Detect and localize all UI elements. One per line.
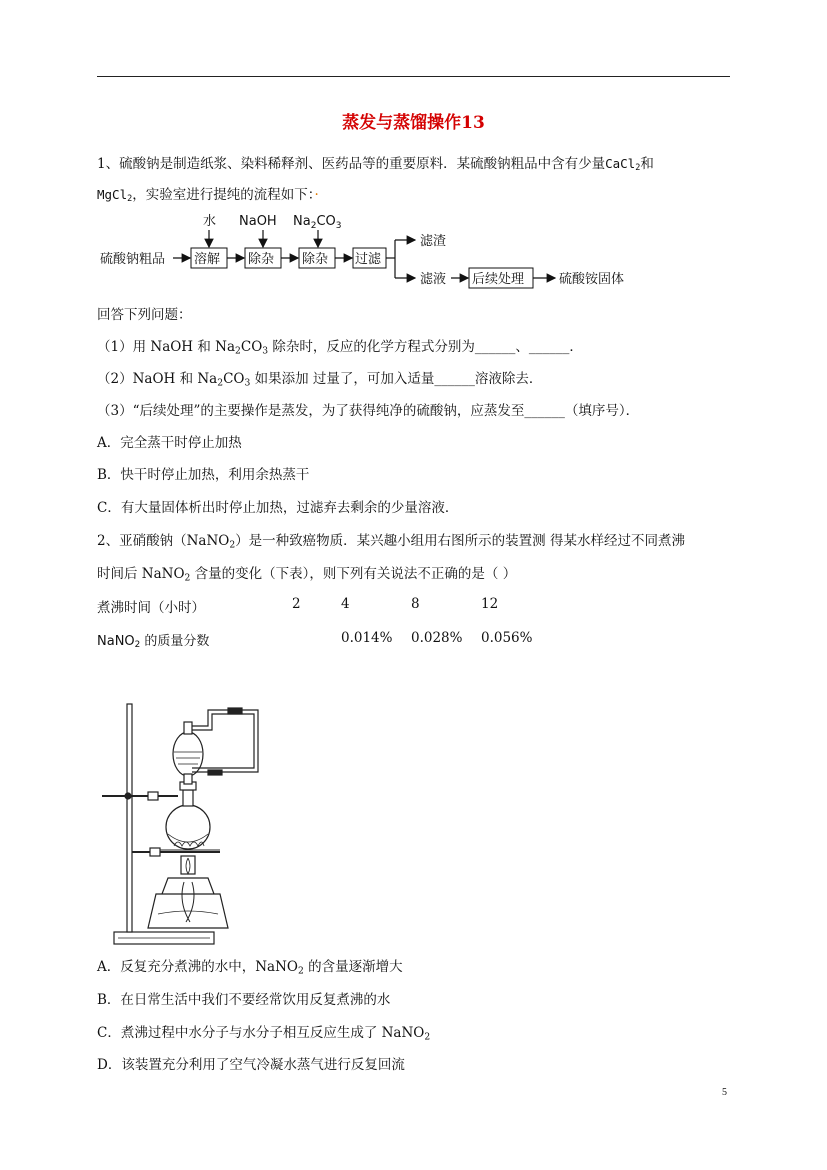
flow-end-label: 硫酸铵固体 [559, 272, 625, 287]
q1-option-b: B．快干时停止加热，利用余热蒸干 [97, 467, 310, 483]
q2-option-d: D．该装置充分利用了空气冷凝水蒸气进行反复回流 [97, 1057, 405, 1073]
reflux-apparatus-illustration [98, 682, 270, 950]
table-value-cell: 0.056% [481, 630, 533, 646]
q2-option-b: B．在日常生活中我们不要经常饮用反复煮沸的水 [97, 992, 391, 1008]
q1-sub1: （1）用 NaOH 和 $Na_2CO_3$ 除杂时，反应的化学方程式分别为______、______． [97, 339, 583, 357]
table-value-cell: 0.014% [341, 630, 393, 646]
page-number: 5 [722, 1087, 727, 1098]
flow-add-na2co3: $Na_2CO_3$ [293, 214, 342, 231]
q1-line2: MgCl$_2$，实验室进行提纯的流程如下：· [97, 187, 319, 205]
table-time-cell: 4 [341, 596, 350, 612]
flow-step3-label: 除杂 [302, 252, 329, 267]
flow-step1-label: 溶解 [194, 252, 221, 267]
flow-add-water: 水 [203, 214, 217, 229]
purification-flowchart [97, 208, 657, 300]
q2-option-c: C．煮沸过程中水分子与水分子相互反应生成了 NaNO$_2$ [97, 1025, 431, 1043]
mgcl2-formula: MgCl$_2$ [97, 187, 133, 205]
header-rule [97, 76, 730, 77]
table-value-cell: 0.028% [411, 630, 463, 646]
q2-option-a: A．反复充分煮沸的水中，NaNO$_2$ 的含量逐渐增大 [97, 959, 403, 977]
table-time-cell: 2 [292, 596, 301, 612]
q1-sub3: （3）“后续处理”的主要操作是蒸发，为了获得纯净的硫酸钠，应蒸发至______（填序号）． [97, 403, 640, 419]
flow-start-label: 硫酸钠粗品 [100, 252, 166, 267]
page-title: 蒸发与蒸馏操作13 [342, 113, 485, 133]
q2-line2: 时间后 NaNO$_2$ 含量的变化（下表），则下列有关说法不正确的是（ ） [97, 566, 517, 584]
flow-step2-label: 除杂 [248, 252, 275, 267]
flow-residue-label: 滤渣 [420, 234, 447, 249]
q1-line1: 1、硫酸钠是制造纸浆、染料稀释剂、医药品等的重要原料．某硫酸钠粗品中含有少量CaCl$_2$和 [97, 156, 654, 174]
table-time-cell: 12 [481, 596, 499, 612]
q2-line1: 2、亚硝酸钠（NaNO$_2$）是一种致癌物质．某兴趣小组用右图所示的装置测 得某水样经过不同煮沸 [97, 533, 685, 551]
table-row1-label: 煮沸时间（小时） [97, 600, 205, 616]
cacl2-formula: CaCl$_2$ [605, 156, 641, 174]
q1-option-a: A．完全蒸干时停止加热 [97, 435, 242, 451]
table-time-cell: 8 [411, 596, 420, 612]
q1-sub2: （2）NaOH 和 $Na_2CO_3$ 如果添加 过量了，可加入适量______溶液除去． [97, 371, 543, 389]
flow-add-naoh: NaOH [239, 214, 277, 229]
q1-prompt: 回答下列问题： [97, 307, 192, 323]
flow-filtrate-label: 滤液 [420, 272, 447, 287]
q1-option-c: C．有大量固体析出时停止加热，过滤弃去剩余的少量溶液． [97, 500, 459, 516]
flow-step4-label: 过滤 [355, 252, 382, 267]
flow-step5-label: 后续处理 [472, 272, 525, 287]
table-row2-label: NaNO$_2$ 的质量分数 [97, 634, 210, 651]
q1-stem-text: 1、硫酸钠是制造纸浆、染料稀释剂、医药品等的重要原料．某硫酸钠粗品中含有少量 [97, 156, 606, 172]
